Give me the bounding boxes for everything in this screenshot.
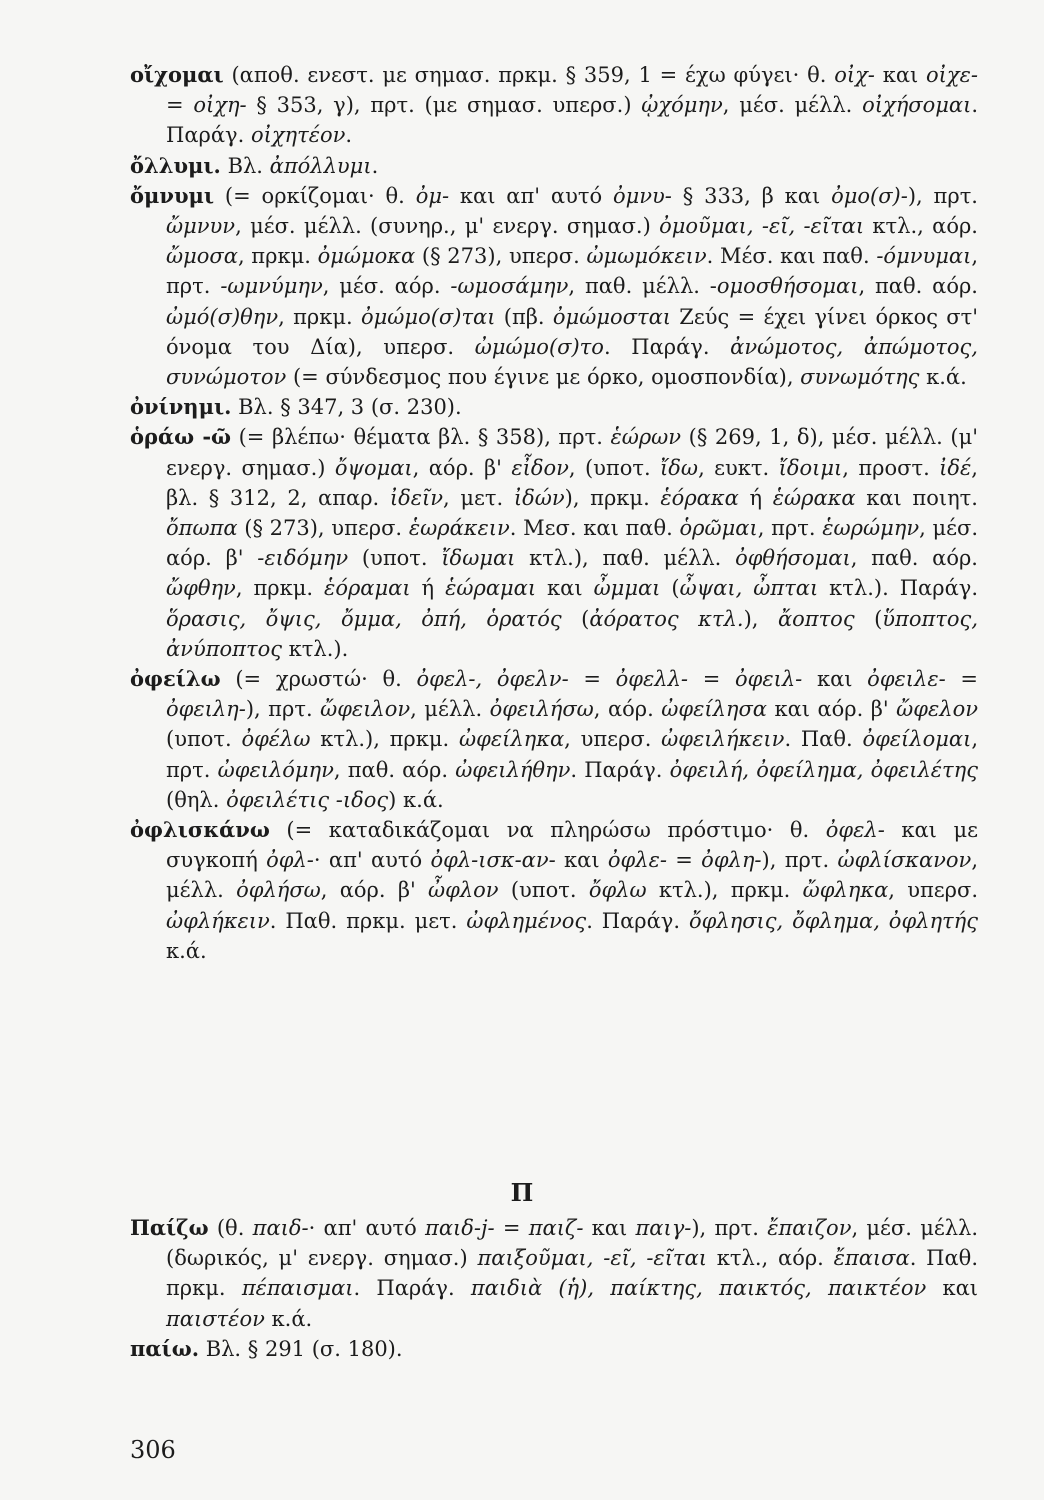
entry-list-p bbox=[130, 1213, 978, 1364]
dictionary-entry bbox=[130, 392, 978, 422]
dictionary-entry bbox=[130, 181, 978, 392]
dictionary-entry bbox=[130, 815, 978, 966]
entry-body: Βλ. § 347, 3 (σ. 230). bbox=[238, 395, 462, 420]
entry-body: (θ. παιδ-· απ' αυτό παιδ-j- = παιζ- και παιγ-), πρτ. ἔπαιζον, μέσ. μέλλ. (δωρικός, μ' ενεργ. σημασ.) παιξοῦμαι, -εῖ, -εῖται κτλ., αόρ. ἔπαισα. Παθ. πρκμ. πέπαισμαι. Παράγ. παιδιὰ (ἡ), παίκτης, παικτός, παικτέον και παιστέον κ.ά. bbox=[166, 1216, 979, 1331]
dictionary-entry bbox=[130, 1334, 978, 1364]
entry-body: (αποθ. ενεστ. με σημασ. πρκμ. § 359, 1 = έχω φύγει· θ. οἰχ- και οἰχε- = οἰχη- § 353, γ), πρτ. (με σημασ. υπερσ.) ᾠχόμην, μέσ. μέλλ. οἰχήσομαι. Παράγ. οἰχητέον. bbox=[166, 63, 979, 148]
entry-body: (= ορκίζομαι· θ. ὀμ- και απ' αυτό ὀμνυ- § 333, β και ὀμο(σ)-), πρτ. ὤμνυν, μέσ. μέλλ. (συνηρ., μ' ενεργ. σημασ.) ὀμοῦμαι, -εῖ, -εῖται κτλ., αόρ. ὤμοσα, πρκμ. ὀμώμοκα (§ 273), υπερσ. ὠμωμόκειν. Μέσ. και παθ. -όμνυμαι, πρτ. -ωμνύμην, μέσ. αόρ. -ωμοσάμην, παθ. μέλλ. -ομοσθήσομαι, παθ. αόρ. ὠμό(σ)θην, πρκμ. ὀμώμο(σ)ται (πβ. ὀμώμοσται Ζεύς = έχει γίνει όρκος στ' όνομα του Δία), υπερσ. ὠμώμο(σ)το. Παράγ. ἀνώμοτος, ἀπώμοτος, συνώμοτον (= σύνδεσμος που έγινε με όρκο, ομοσπονδία), συνωμότης κ.ά. bbox=[166, 183, 978, 390]
headword: Παίζω bbox=[130, 1215, 209, 1240]
section-letter: Π bbox=[510, 1178, 534, 1207]
dictionary-entry bbox=[130, 60, 978, 151]
entry-body: (= χρωστώ· θ. ὀφελ-, ὀφελν- = ὀφελλ- = ὀφειλ- και ὀφειλε- = ὀφειλη-), πρτ. ὤφειλον, μέλλ. ὀφειλήσω, αόρ. ὠφείλησα και αόρ. β' ὤφελον (υποτ. ὀφέλω κτλ.), πρκμ. ὠφείληκα, υπερσ. ὠφειλήκειν. Παθ. ὀφείλομαι, πρτ. ὠφειλόμην, παθ. αόρ. ὠφειλήθην. Παράγ. ὀφειλή, ὀφείλημα, ὀφειλέτης (θηλ. ὀφειλέτις -ιδος) κ.ά. bbox=[166, 667, 978, 812]
dictionary-entry bbox=[130, 422, 978, 664]
dictionary-entry bbox=[130, 1213, 978, 1334]
headword: ὀφείλω bbox=[130, 666, 221, 692]
entry-list bbox=[130, 60, 978, 966]
headword: παίω. bbox=[130, 1335, 199, 1361]
headword: ὀφλισκάνω bbox=[130, 817, 270, 843]
dictionary-entry bbox=[130, 664, 978, 815]
headword: ὁράω -ῶ bbox=[130, 424, 232, 450]
page-number: 306 bbox=[130, 1436, 176, 1464]
headword: οἴχομαι bbox=[130, 62, 224, 87]
entry-body: (= βλέπω· θέματα βλ. § 358), πρτ. ἑώρων (§ 269, 1, δ), μέσ. μέλλ. (μ' ενεργ. σημασ.) ὄψομαι, αόρ. β' εἶδον, (υποτ. ἴδω, ευκτ. ἴδοιμι, προστ. ἰδέ, βλ. § 312, 2, απαρ. ἰδεῖν, μετ. ἰδών), πρκμ. ἑόρακα ή ἑώρακα και ποιητ. ὄπωπα (§ 273), υπερσ. ἑωράκειν. Μεσ. και παθ. ὁρῶμαι, πρτ. ἑωρώμην, μέσ. αόρ. β' -ειδόμην (υποτ. ἴδωμαι κτλ.), παθ. μέλλ. ὀφθήσομαι, παθ. αόρ. ὤφθην, πρκμ. ἑόραμαι ή ἑώραμαι και ὦμμαι (ὦψαι, ὦπται κτλ.). Παράγ. ὅρασις, ὄψις, ὄμμα, ὀπή, ὁρατός (ἀόρατος κτλ.), ἄοπτος (ὕποπτος, ἀνύποπτος κτλ.). bbox=[166, 425, 979, 661]
dictionary-entry bbox=[130, 151, 978, 181]
headword: ὄμνυμι bbox=[130, 182, 215, 208]
entry-body: Βλ. ἀπόλλυμι. bbox=[227, 153, 379, 178]
headword: ὀνίνημι. bbox=[130, 394, 232, 420]
entry-body: (= καταδικάζομαι να πληρώσω πρόστιμο· θ. ὀφελ- και με συγκοπή ὀφλ-· απ' αυτό ὀφλ-ισκ-αν- και ὀφλε- = ὀφλη-), πρτ. ὠφλίσκανον, μέλλ. ὀφλήσω, αόρ. β' ὦφλον (υποτ. ὄφλω κτλ.), πρκμ. ὤφληκα, υπερσ. ὠφλήκειν. Παθ. πρκμ. μετ. ὠφλημένος. Παράγ. ὄφλησις, ὄφλημα, ὀφλητής κ.ά. bbox=[166, 818, 979, 963]
headword: ὄλλυμι. bbox=[130, 152, 221, 178]
entry-body: Βλ. § 291 (σ. 180). bbox=[205, 1336, 403, 1361]
